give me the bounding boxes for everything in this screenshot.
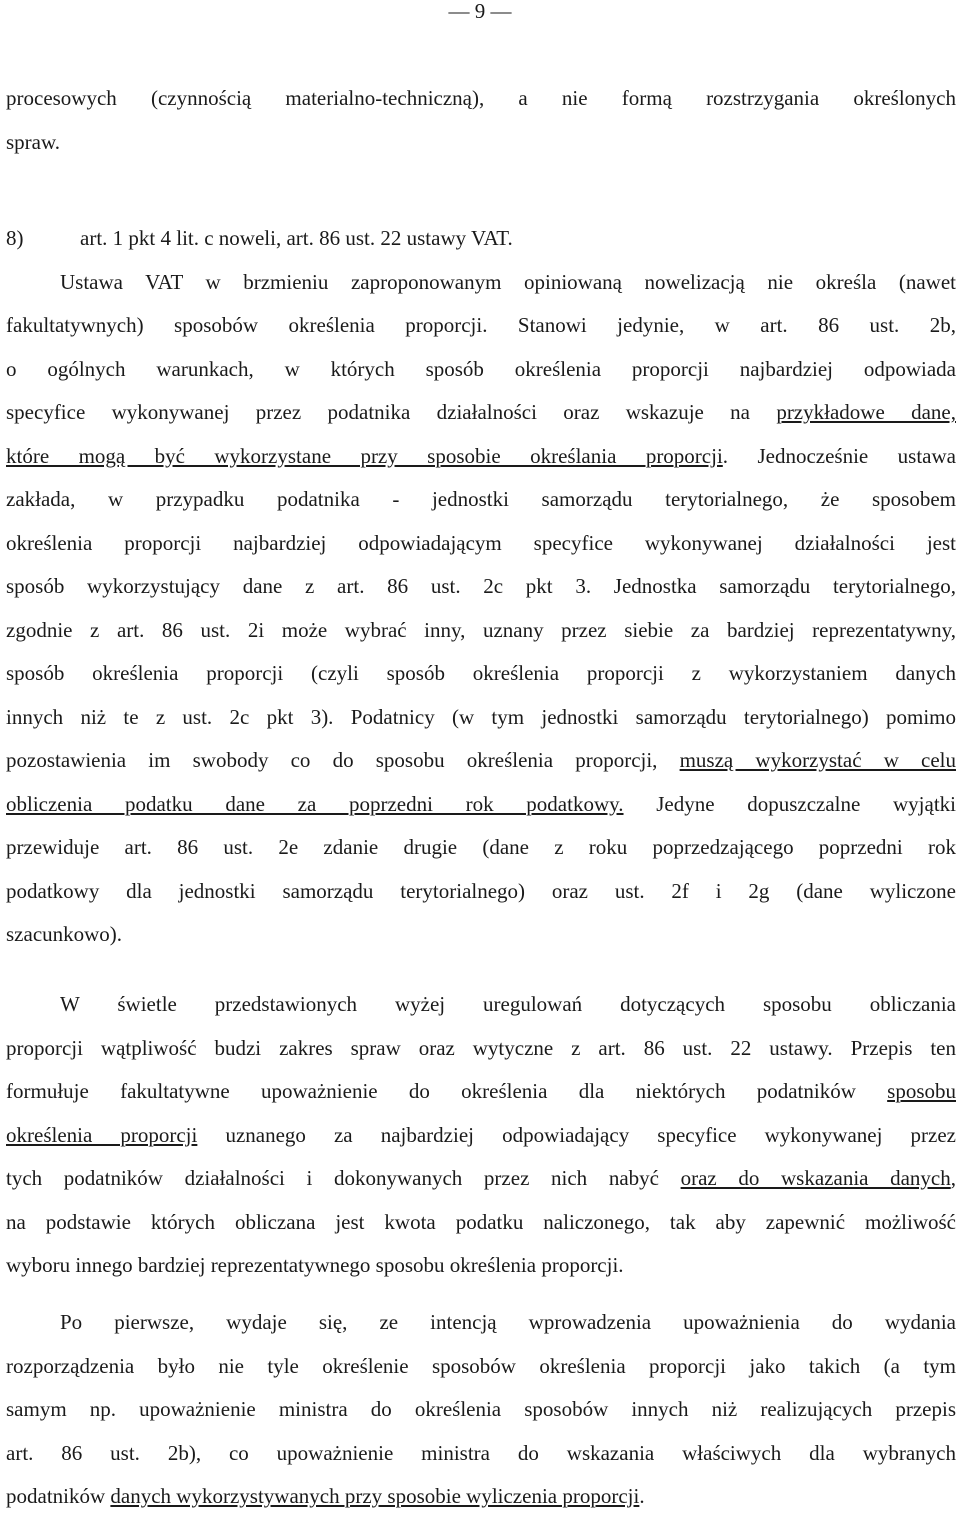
text-run: pozostawienia im swobody co do sposobu określenia proporcji, xyxy=(6,748,680,772)
text-line: Po pierwsze, wydaje się, ze intencją wprowadzenia upoważnienia do wydania xyxy=(60,1310,956,1334)
section-item-8 xyxy=(6,217,956,957)
text-line xyxy=(6,1114,956,1158)
text-run: . Jednocześnie ustawa xyxy=(722,443,956,468)
item-heading xyxy=(6,217,956,261)
text-line: przewiduje art. 86 ust. 2e zdanie drugie (dane z roku poprzedzającego poprzedni rok xyxy=(6,835,956,859)
text-run: . xyxy=(639,1484,645,1508)
text-line xyxy=(6,1157,956,1201)
text-line: W świetle przedstawionych wyżej uregulowań dotyczących sposobu obliczania xyxy=(60,992,956,1016)
text-line: wyboru innego bardziej reprezentatywnego sposobu określenia proporcji. xyxy=(6,1253,624,1277)
text-run: specyfice wykonywanej przez podatnika działalności oraz wskazuje na xyxy=(6,400,777,424)
text-line: spraw. xyxy=(6,129,61,154)
underlined-text: określenia proporcji xyxy=(6,1122,198,1147)
text-run: tych podatników działalności i dokonywanych przez nich nabyć xyxy=(6,1166,681,1190)
text-line xyxy=(6,391,956,435)
text-line: zakłada, w przypadku podatnika - jednostki samorządu terytorialnego, że sposobem xyxy=(6,487,956,511)
text-line: innych niż te z ust. 2c pkt 3). Podatnicy (w tym jednostki samorządu terytorialnego) pomimo xyxy=(6,704,956,729)
paragraph xyxy=(6,983,956,1288)
text-line: rozporządzenia było nie tyle określenie sposobów określenia proporcji jako takich (a tym xyxy=(6,1353,956,1378)
item-heading-text: art. 1 pkt 4 lit. c noweli, art. 86 ust. 22 ustawy VAT. xyxy=(80,226,513,250)
text-line: art. 86 ust. 2b), co upoważnienie ministra do wskazania właściwych dla wybranych xyxy=(6,1440,956,1465)
text-run: podatników xyxy=(6,1484,111,1508)
text-line: procesowych (czynnością materialno-techniczną), a nie formą rozstrzygania określonych xyxy=(6,86,956,110)
text-line: szacunkowo). xyxy=(6,922,123,946)
text-run: uznanego za najbardziej odpowiadający specyfice wykonywanej przez xyxy=(197,1122,956,1147)
item-number: 8) xyxy=(6,226,24,250)
text-line: zgodnie z art. 86 ust. 2i może wybrać inny, uznany przez siebie za bardziej reprezentatywny, xyxy=(6,617,956,642)
text-line: fakultatywnych) sposobów określenia proporcji. Stanowi jedynie, w art. 86 ust. 2b, xyxy=(6,313,956,337)
text-line: sposób wykorzystujący dane z art. 86 ust. 2c pkt 3. Jednostka samorządu terytorialnego, xyxy=(6,574,956,598)
text-line xyxy=(6,739,956,783)
underlined-text: które mogą być wykorzystane przy sposobie określania proporcji xyxy=(6,443,723,468)
text-run: formułuje fakultatywne upoważnienie do określenia dla niektórych podatników xyxy=(6,1079,888,1103)
underlined-text: przykładowe dane, xyxy=(776,400,956,424)
text-line xyxy=(6,1475,956,1519)
text-line: określenia proporcji najbardziej odpowiadającym specyfice wykonywanej działalności jest xyxy=(6,530,956,555)
text-line: sposób określenia proporcji (czyli sposób określenia proporcji z wykorzystaniem danych xyxy=(6,661,956,685)
underlined-text: danych wykorzystywanych przy sposobie wyliczenia proporcji xyxy=(110,1484,640,1508)
text-line: podatkowy dla jednostki samorządu terytorialnego) oraz ust. 2f i 2g (dane wyliczone xyxy=(6,878,956,903)
text-line: samym np. upoważnienie ministra do określenia sposobów innych niż realizujących przepis xyxy=(6,1397,956,1421)
page-number: — 9 — xyxy=(448,0,512,23)
paragraph xyxy=(6,1301,956,1519)
text-line: proporcji wątpliwość budzi zakres spraw oraz wytyczne z art. 86 ust. 22 ustawy. Przepis ten xyxy=(6,1035,956,1060)
text-line xyxy=(6,1070,956,1114)
text-run: Jedyne dopuszczalne wyjątki xyxy=(623,791,956,816)
text-line: o ogólnych warunkach, w których sposób określenia proporcji najbardziej odpowiada xyxy=(6,356,956,381)
paragraph-continuation xyxy=(6,77,956,164)
text-line: na podstawie których obliczana jest kwota podatku naliczonego, tak aby zapewnić możliwość xyxy=(6,1209,956,1234)
underlined-text: muszą wykorzystać w celu xyxy=(679,748,956,772)
text-line: Ustawa VAT w brzmieniu zaproponowanym opiniowaną nowelizacją nie określa (nawet xyxy=(60,269,956,294)
underlined-text: sposobu xyxy=(887,1079,956,1103)
underlined-text: obliczenia podatku dane za poprzedni rok podatkowy. xyxy=(6,791,624,816)
text-line xyxy=(6,435,956,479)
text-run: , xyxy=(950,1166,957,1190)
text-line xyxy=(6,783,956,827)
underlined-text: oraz do wskazania danych xyxy=(680,1166,951,1190)
